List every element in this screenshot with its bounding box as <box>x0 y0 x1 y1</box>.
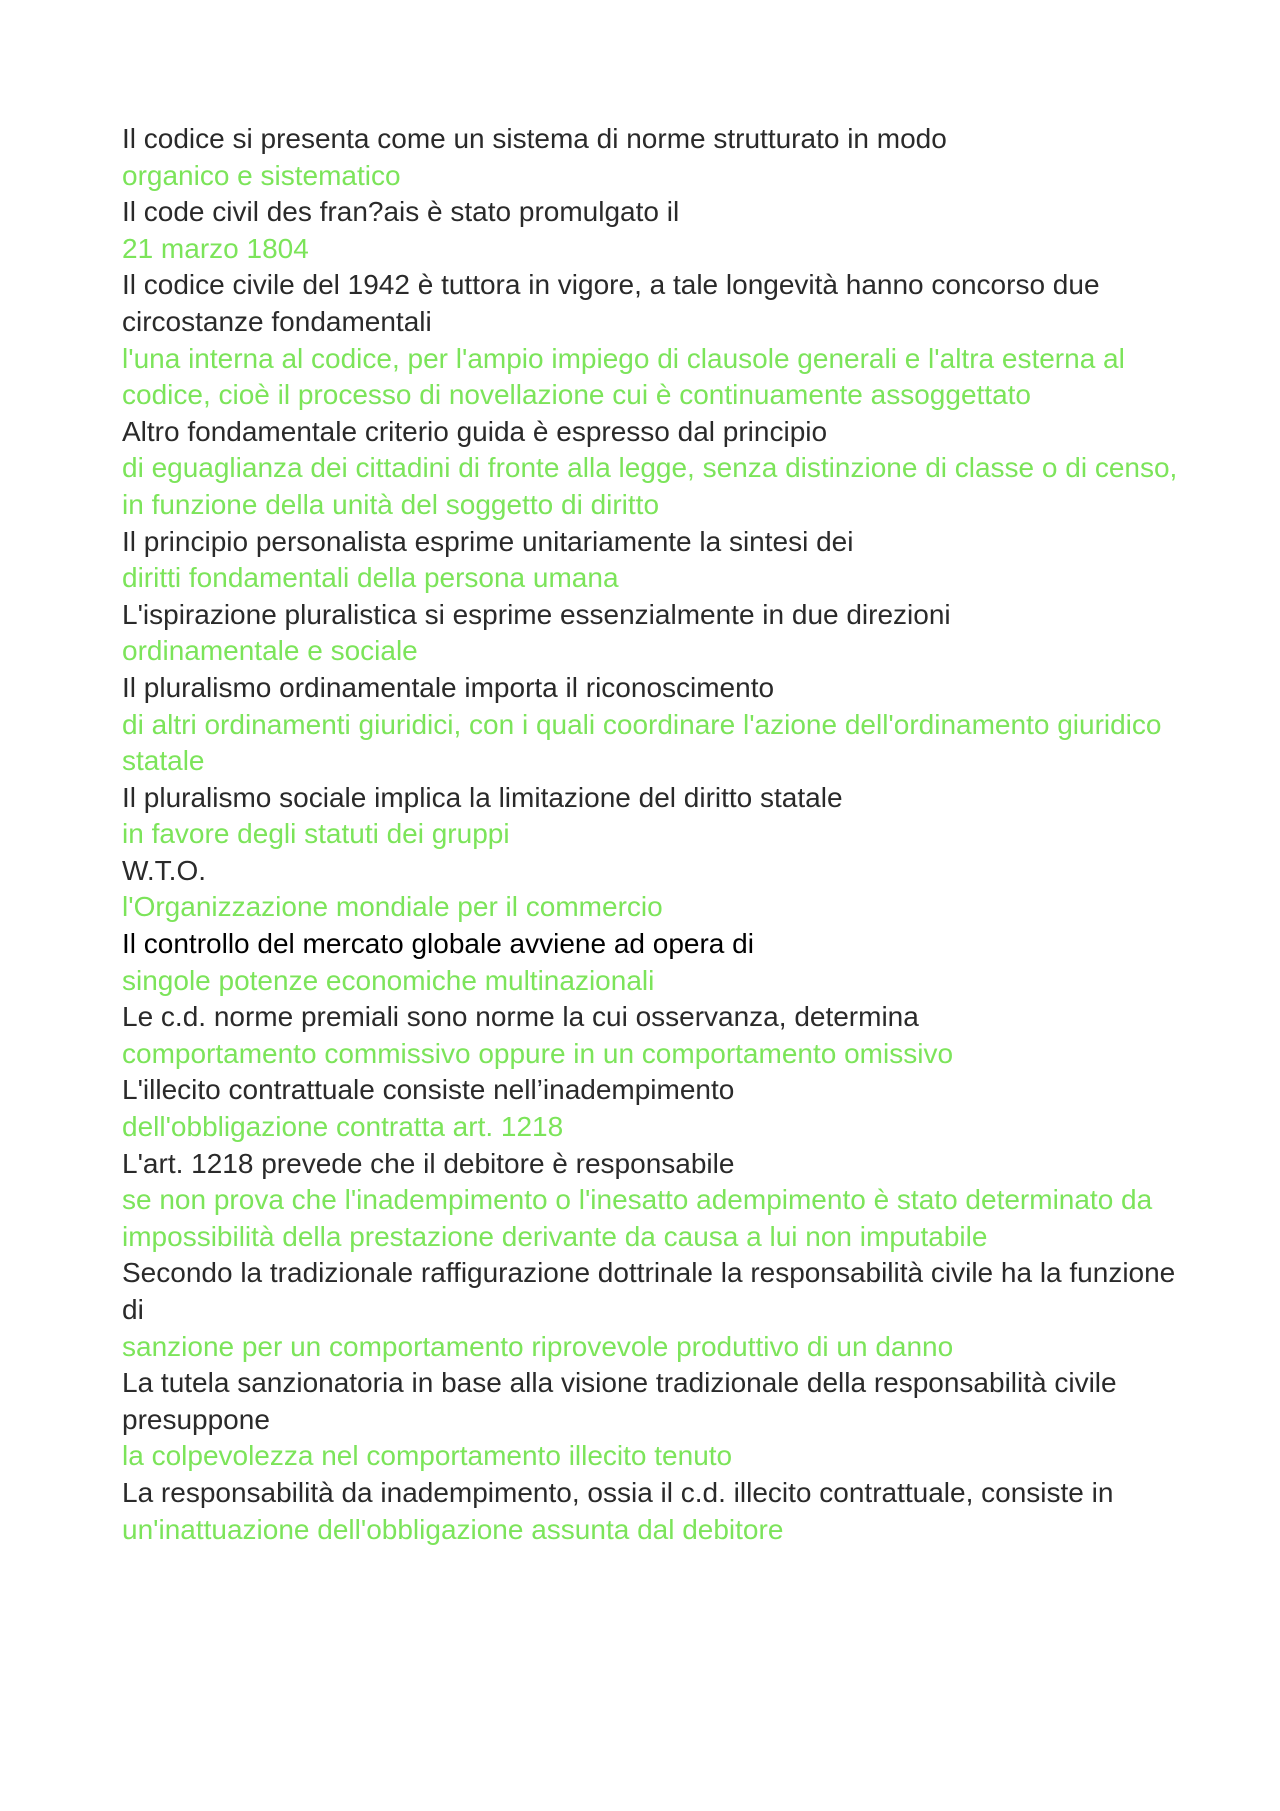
qa-item <box>122 267 1182 413</box>
question-text: Secondo la tradizionale raffigurazione dottrinale la responsabilità civile ha la funzione di <box>122 1257 1176 1325</box>
answer-text: se non prova che l'inadempimento o l'inesatto adempimento è stato determinato da impossibilità della prestazione derivante da causa a lui non imputabile <box>122 1184 1153 1252</box>
answer-text: singole potenze economiche multinazionali <box>122 964 655 996</box>
qa-item <box>122 524 1182 597</box>
answer-text: in favore degli statuti dei gruppi <box>122 818 510 850</box>
answer-text: ordinamentale e sociale <box>122 635 418 667</box>
qa-item <box>122 670 1182 780</box>
answer-text: di eguaglianza dei cittadini di fronte alla legge, senza distinzione di classe o di censo, in funzione della unità del soggetto di diritto <box>122 452 1178 520</box>
answer-text: 21 marzo 1804 <box>122 232 309 264</box>
question-text: Il principio personalista esprime unitariamente la sintesi dei <box>122 525 854 557</box>
document-page <box>122 121 1182 1548</box>
qa-item <box>122 780 1182 853</box>
question-text: L'art. 1218 prevede che il debitore è responsabile <box>122 1147 735 1179</box>
qa-item <box>122 194 1182 267</box>
answer-text: la colpevolezza nel comportamento illecito tenuto <box>122 1440 733 1472</box>
question-text: La responsabilità da inadempimento, ossia il c.d. illecito contrattuale, consiste in <box>122 1476 1114 1508</box>
qa-item <box>122 1475 1182 1548</box>
answer-text: dell'obbligazione contratta art. 1218 <box>122 1111 564 1143</box>
qa-item <box>122 1255 1182 1365</box>
question-text: Il pluralismo sociale implica la limitazione del diritto statale <box>122 781 843 813</box>
qa-item <box>122 999 1182 1072</box>
question-text: Il codice si presenta come un sistema di norme strutturato in modo <box>122 123 947 154</box>
answer-text: comportamento commissivo oppure in un comportamento omissivo <box>122 1037 954 1069</box>
question-text: Altro fondamentale criterio guida è espresso dal principio <box>122 415 828 447</box>
qa-item <box>122 1072 1182 1145</box>
answer-text: organico e sistematico <box>122 159 401 191</box>
question-text: Il controllo del mercato globale avviene ad opera di <box>122 928 754 960</box>
answer-text: l'Organizzazione mondiale per il commercio <box>122 891 663 923</box>
qa-item <box>122 926 1182 999</box>
question-text: Il pluralismo ordinamentale importa il riconoscimento <box>122 671 775 703</box>
question-text: La tutela sanzionatoria in base alla visione tradizionale della responsabilità civile presuppone <box>122 1367 1117 1435</box>
answer-text: un'inattuazione dell'obbligazione assunta dal debitore <box>122 1513 784 1545</box>
question-text: W.T.O. <box>122 854 206 886</box>
qa-item <box>122 597 1182 670</box>
qa-item <box>122 853 1182 926</box>
qa-item <box>122 414 1182 524</box>
answer-text: diritti fondamentali della persona umana <box>122 562 619 594</box>
answer-text: l'una interna al codice, per l'ampio impiego di clausole generali e l'altra esterna al codice, cioè il processo di novellazione cui è continuamente assoggettato <box>122 342 1125 411</box>
question-text: Le c.d. norme premiali sono norme la cui osservanza, determina <box>122 1001 919 1033</box>
qa-item <box>122 1146 1182 1256</box>
question-text: Il code civil des fran?ais è stato promulgato il <box>122 196 680 228</box>
qa-item <box>122 1365 1182 1475</box>
answer-text: sanzione per un comportamento riprovevole produttivo di un danno <box>122 1330 954 1362</box>
qa-item <box>122 121 1182 194</box>
question-text: L'illecito contrattuale consiste nell’inadempimento <box>122 1074 735 1106</box>
question-text: L'ispirazione pluralistica si esprime essenzialmente in due direzioni <box>122 598 951 630</box>
answer-text: di altri ordinamenti giuridici, con i quali coordinare l'azione dell'ordinamento giuridico statale <box>122 708 1162 777</box>
question-text: Il codice civile del 1942 è tuttora in vigore, a tale longevità hanno concorso due circostanze fondamentali <box>122 269 1100 337</box>
